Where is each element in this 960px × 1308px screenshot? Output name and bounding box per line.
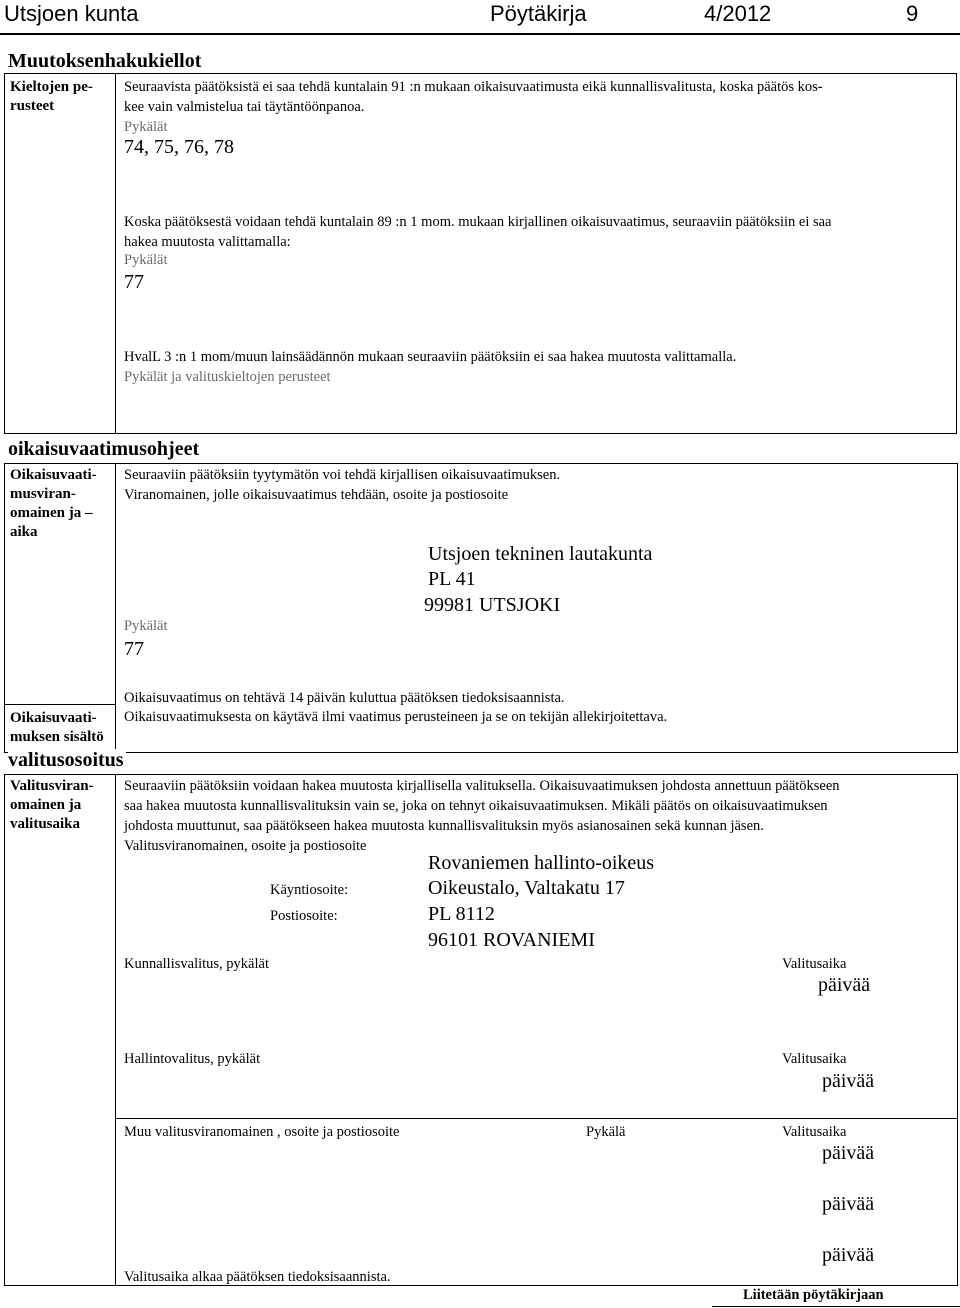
- prohibition-item-3-text: HvalL 3 :n 1 mom/muun lainsäädännön mukaan seuraaviin päätöksiin ei saa hakea muutosta valittamalla.: [124, 349, 737, 365]
- appeal-court-name: Rovaniemen hallinto-oikeus: [428, 852, 655, 874]
- prohibitions-label: Kieltojen pe- rusteet: [10, 79, 93, 114]
- appeal-heading: valitusosoitus: [8, 749, 124, 771]
- appeal-right-line: [957, 774, 958, 1286]
- appeal-column-divider: [115, 774, 116, 1286]
- correction-label-divider: [4, 704, 116, 705]
- correction-heading: oikaisuvaatimusohjeet: [8, 438, 200, 460]
- correction-content-requirement: Oikaisuvaatimuksesta on käytävä ilmi vaatimus perusteineen ja se on tekijän allekirjoitettava.: [124, 709, 668, 725]
- other-appeal-days-1: päivää: [822, 1142, 875, 1164]
- prohibitions-column-divider: [115, 73, 116, 434]
- correction-label-authority: Oikaisuvaati- musviran- omainen ja – aika: [10, 467, 97, 540]
- appeal-left-line: [4, 774, 5, 1286]
- municipal-appeal-label: Kunnallisvalitus, pykälät: [124, 956, 269, 972]
- other-appeal-label: Muu valitusviranomainen , osoite ja postiosoite: [124, 1124, 400, 1140]
- admin-appeal-label: Hallintovalitus, pykälät: [124, 1051, 261, 1067]
- correction-deadline: Oikaisuvaatimus on tehtävä 14 päivän kuluttua päätöksen tiedoksisaannista.: [124, 690, 565, 706]
- correction-top-line: [4, 463, 958, 464]
- appeal-post-label: Postiosoite:: [270, 908, 338, 924]
- municipality-title: Utsjoen kunta: [4, 1, 139, 26]
- other-appeal-days-3: päivää: [822, 1244, 875, 1266]
- municipal-appeal-days: päivää: [818, 974, 871, 996]
- correction-left-line: [4, 463, 5, 753]
- document-number: 4/2012: [704, 1, 772, 26]
- appeal-instructions: Seuraaviin päätöksiin voidaan hakea muutosta kirjallisella valituksella. Oikaisuvaatimuksen johdosta annettuun päätökseen saa hakea muutosta kunnallisvalituksin vain se, joka on tehnyt oikaisuvaatimuksen. Mikäli päätös on oikaisuvaatimuksen johdosta muuttunut, saa päätökseen hakea muutosta kunnallisvalituksin myös asianosainen sekä kunnan jäsen. Valitusviranomainen, osoite ja postiosoite: [124, 778, 840, 854]
- other-appeal-time-label: Valitusaika: [782, 1124, 847, 1140]
- header-divider: [0, 33, 960, 35]
- prohibition-item-2-pykalat: 77: [124, 271, 144, 293]
- appeal-visit-address: Oikeustalo, Valtakatu 17: [428, 877, 625, 899]
- correction-bottom-line: [4, 752, 958, 753]
- page-number: 9: [906, 1, 919, 26]
- correction-intro: Seuraaviin päätöksiin tyytymätön voi tehdä kirjallisen oikaisuvaatimuksen. Viranomainen, jolle oikaisuvaatimus tehdään, osoite ja postiosoite: [124, 467, 561, 503]
- appeal-time-start: Valitusaika alkaa päätöksen tiedoksisaannista.: [124, 1269, 391, 1285]
- appeal-top-line: [4, 774, 958, 775]
- appeal-label: Valitusviran- omainen ja valitusaika: [10, 778, 94, 832]
- appeal-post-box: PL 8112: [428, 903, 495, 925]
- admin-appeal-days: päivää: [822, 1070, 875, 1092]
- prohibitions-heading: Muutoksenhakukiellot: [8, 50, 202, 72]
- municipal-appeal-time-label: Valitusaika: [782, 956, 847, 972]
- appeal-post-code: 96101 ROVANIEMI: [428, 929, 595, 951]
- correction-authority-box: PL 41: [428, 568, 476, 590]
- other-appeal-days-2: päivää: [822, 1193, 875, 1215]
- correction-authority-post: 99981 UTSJOKI: [424, 594, 561, 616]
- footer-line: [712, 1306, 960, 1307]
- correction-pykalat-label: Pykälät: [124, 618, 168, 634]
- other-appeal-pykala-label: Pykälä: [586, 1124, 626, 1140]
- attached-note: Liitetään pöytäkirjaan: [743, 1287, 884, 1303]
- prohibition-item-2-text: Koska päätöksestä voidaan tehdä kuntalain 89 :n 1 mom. mukaan kirjallinen oikaisuvaatimus, seuraaviin päätöksiin ei saa hakea muutosta valittamalla:: [124, 214, 832, 250]
- correction-pykalat: 77: [124, 638, 144, 660]
- correction-authority-name: Utsjoen tekninen lautakunta: [428, 543, 653, 565]
- other-appeal-divider: [116, 1118, 958, 1119]
- prohibition-item-3-pykalat-label: Pykälät ja valituskieltojen perusteet: [124, 369, 331, 385]
- correction-label-content: Oikaisuvaati- muksen sisältö: [10, 710, 104, 745]
- admin-appeal-time-label: Valitusaika: [782, 1051, 847, 1067]
- prohibition-item-1-text: Seuraavista päätöksistä ei saa tehdä kuntalain 91 :n mukaan oikaisuvaatimusta eikä kunnallisvalitusta, koska päätös kos- kee vain valmistelua tai täytäntöönpanoa.: [124, 79, 823, 115]
- prohibition-item-1-pykalat-label: Pykälät: [124, 119, 168, 135]
- prohibition-item-1-pykalat: 74, 75, 76, 78: [124, 136, 234, 158]
- document-type: Pöytäkirja: [490, 1, 587, 26]
- appeal-visit-label: Käyntiosoite:: [270, 882, 349, 898]
- correction-right-line: [957, 463, 958, 753]
- prohibition-item-2-pykalat-label: Pykälät: [124, 252, 168, 268]
- correction-column-divider: [115, 463, 116, 753]
